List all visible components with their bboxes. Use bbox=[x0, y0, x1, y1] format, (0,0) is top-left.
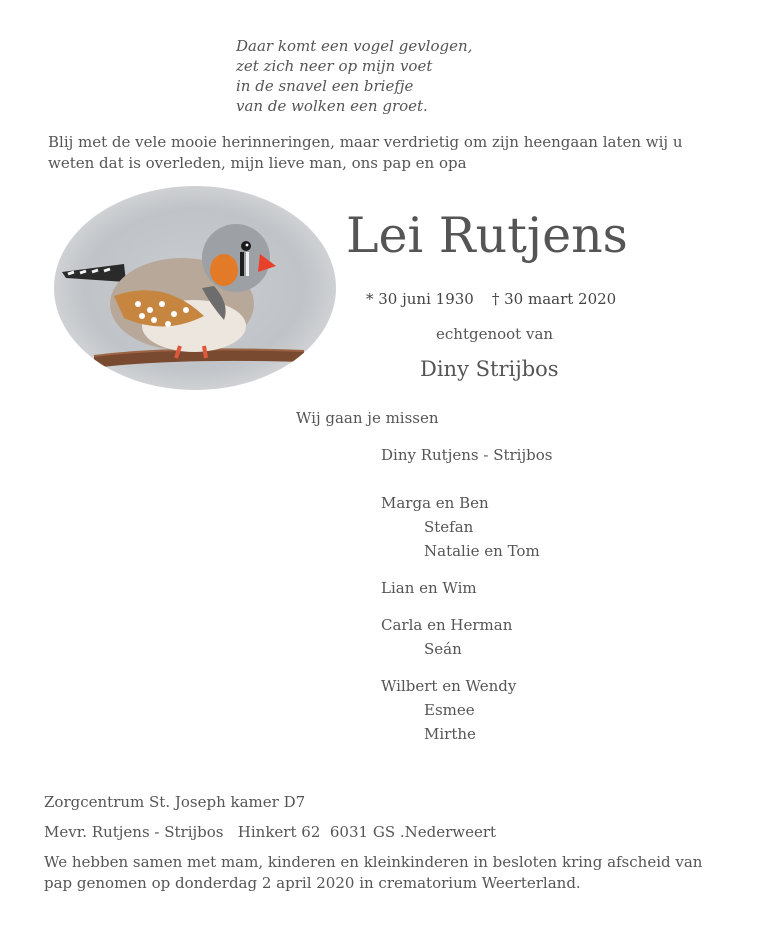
poem-line: zet zich neer op mijn voet bbox=[236, 57, 433, 75]
farewell-text: We hebben samen met mam, kinderen en kleinkinderen in besloten kring afscheid van pap genomen op donderdag 2 april 2020 in crematorium Weerterland. bbox=[44, 853, 703, 892]
poem-line: in de snavel een briefje bbox=[236, 77, 414, 95]
spouse-label: echtgenoot van bbox=[436, 325, 554, 343]
family-child: Stefan bbox=[424, 518, 474, 536]
family-parents: Wilbert en Wendy bbox=[381, 677, 517, 695]
family-wife: Diny Rutjens - Strijbos bbox=[381, 446, 553, 464]
poem-line: Daar komt een vogel gevlogen, bbox=[236, 37, 473, 55]
family-child: Seán bbox=[424, 640, 462, 658]
spouse-name: Diny Strijbos bbox=[420, 357, 559, 381]
family-parents: Lian en Wim bbox=[381, 579, 477, 597]
bird-illustration bbox=[54, 186, 336, 390]
address-line: Mevr. Rutjens - Strijbos Hinkert 62 6031 GS .Nederweert bbox=[44, 823, 497, 841]
deceased-name: Lei Rutjens bbox=[346, 207, 628, 264]
location-text: Zorgcentrum St. Joseph kamer D7 bbox=[44, 793, 306, 811]
family-child: Esmee bbox=[424, 701, 475, 719]
family-intro: Wij gaan je missen bbox=[296, 409, 439, 427]
death-date: † 30 maart 2020 bbox=[491, 290, 617, 308]
poem bbox=[236, 36, 472, 116]
family-parents: Carla en Herman bbox=[381, 616, 513, 634]
zebra-finch-photo bbox=[54, 186, 336, 390]
announcement-text: Blij met de vele mooie herinneringen, maar verdrietig om zijn heengaan laten wij u weten dat is overleden, mijn lieve man, ons pap en opa bbox=[48, 133, 683, 172]
family-child: Mirthe bbox=[424, 725, 476, 743]
poem-line: van de wolken een groet. bbox=[236, 97, 428, 115]
address-text bbox=[44, 822, 496, 843]
life-dates bbox=[366, 290, 616, 308]
family-child: Natalie en Tom bbox=[424, 542, 540, 560]
family-parents: Marga en Ben bbox=[381, 494, 489, 512]
birth-date: * 30 juni 1930 bbox=[366, 290, 474, 308]
